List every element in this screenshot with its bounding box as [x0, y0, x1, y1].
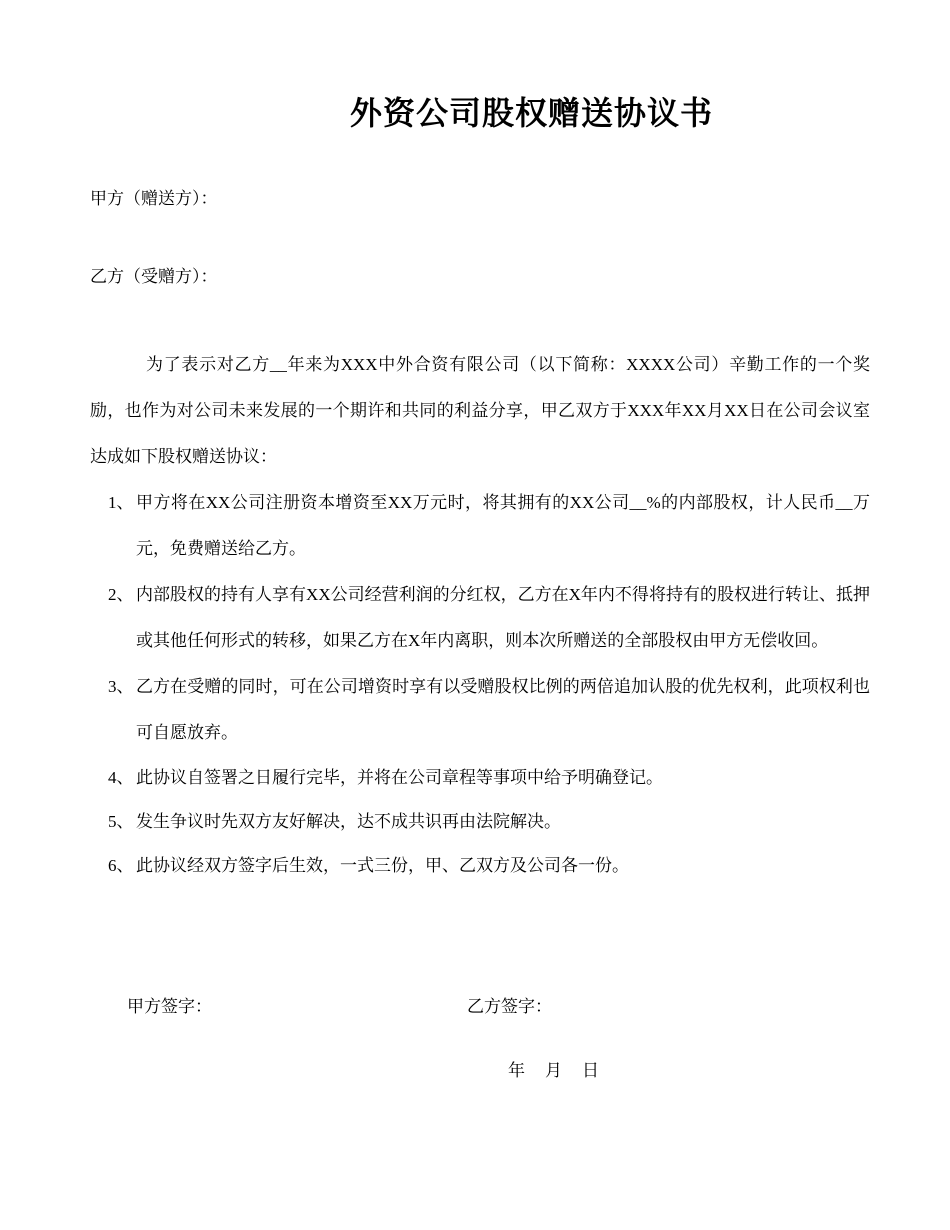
clause-item-2	[100, 572, 870, 664]
signing-date	[508, 1056, 599, 1081]
clause-text: 内部股权的持有人享有XX公司经营利润的分红权，乙方在X年内不得将持有的股权进行转让、抵押或其他任何形式的转移，如果乙方在X年内离职，则本次所赠送的全部股权由甲方无偿收回。	[136, 585, 870, 650]
clause-item-4	[100, 756, 870, 800]
clause-number: 4、	[108, 768, 134, 787]
clause-text: 此协议经双方签字后生效，一式三份，甲、乙双方及公司各一份。	[136, 856, 629, 875]
party-a-label: 甲方（赠送方）：	[90, 189, 218, 208]
date-month-label: 月	[545, 1061, 562, 1080]
document-title: 外资公司股权赠送协议书	[350, 95, 714, 131]
clause-number: 5、	[108, 812, 134, 831]
date-day-label: 日	[582, 1061, 599, 1080]
clause-item-6	[100, 844, 870, 888]
clause-list	[100, 480, 870, 888]
intro-paragraph: 为了表示对乙方__年来为XXX中外合资有限公司（以下简称：XXXX公司）辛勤工作的一个奖励，也作为对公司未来发展的一个期许和共同的利益分享，甲乙双方于XXX年XX月XX日在公司会议室达成如下股权赠送协议：	[90, 355, 870, 466]
party-b-signature-label: 乙方签字：	[467, 997, 552, 1016]
clause-item-1	[100, 480, 870, 572]
clause-number: 6、	[108, 856, 134, 875]
clause-number: 3、	[108, 677, 134, 696]
clause-number: 2、	[108, 585, 134, 604]
clause-text: 此协议自签署之日履行完毕，并将在公司章程等事项中给予明确登记。	[136, 768, 663, 787]
clause-item-3	[100, 664, 870, 756]
clause-text: 甲方将在XX公司注册资本增资至XX万元时，将其拥有的XX公司__%的内部股权，计人民币__万元，免费赠送给乙方。	[136, 493, 870, 558]
party-a-signature-label: 甲方签字：	[127, 997, 212, 1016]
clause-text: 发生争议时先双方友好解决，达不成共识再由法院解决。	[136, 812, 561, 831]
clause-number: 1、	[108, 493, 134, 512]
date-year-label: 年	[508, 1061, 525, 1080]
clause-item-5	[100, 800, 870, 844]
clause-text: 乙方在受赠的同时，可在公司增资时享有以受赠股权比例的两倍追加认股的优先权利，此项权利也可自愿放弃。	[136, 677, 870, 742]
party-b-label: 乙方（受赠方）：	[90, 267, 218, 286]
